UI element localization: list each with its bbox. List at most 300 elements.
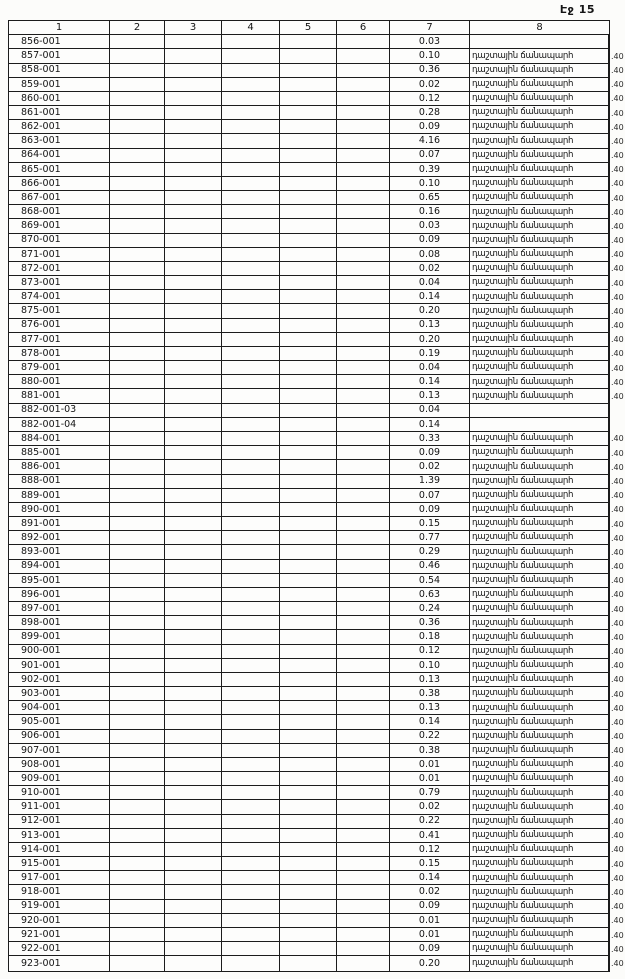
- edge-fragment: .40: [611, 902, 624, 912]
- cell-empty-2: [110, 290, 165, 304]
- cell-empty-6: [337, 602, 390, 616]
- cell-land-use: դաշտային ճանապարհ: [470, 560, 609, 574]
- cell-empty-6: [337, 78, 390, 92]
- cell-land-use: դաշտային ճանապարհ: [470, 149, 609, 163]
- cell-land-use: դաշտային ճանապարհ: [470, 163, 609, 177]
- edge-fragment: .40: [611, 250, 624, 260]
- cell-area-value: 0.02: [390, 460, 470, 474]
- table-row: [9, 517, 624, 531]
- edge-fragment: .40: [611, 661, 624, 671]
- table-row: [9, 446, 624, 460]
- cell-land-use: դաշտային ճանապարհ: [470, 134, 609, 148]
- cell-parcel-id: 921-001: [9, 928, 110, 942]
- cell-empty-3: [165, 177, 222, 191]
- cell-area-value: 0.36: [390, 64, 470, 78]
- cell-empty-2: [110, 800, 165, 814]
- table-row: [9, 914, 624, 928]
- cell-empty-2: [110, 248, 165, 262]
- cell-empty-3: [165, 701, 222, 715]
- cell-parcel-id: 877-001: [9, 333, 110, 347]
- cell-empty-2: [110, 92, 165, 106]
- edge-fragment: .40: [611, 859, 624, 869]
- table-row: [9, 928, 624, 942]
- cell-land-use: դաշտային ճանապարհ: [470, 900, 609, 914]
- table-row: [9, 404, 609, 418]
- cell-empty-4: [222, 262, 280, 276]
- cell-empty-5: [280, 786, 337, 800]
- cell-empty-6: [337, 503, 390, 517]
- cell-empty-2: [110, 914, 165, 928]
- table-row: [9, 857, 624, 871]
- cell-parcel-id: 880-001: [9, 375, 110, 389]
- edge-fragment: .40: [611, 647, 624, 657]
- table-row: [9, 645, 624, 659]
- cell-parcel-id: 894-001: [9, 560, 110, 574]
- edge-fragment: .40: [611, 448, 624, 458]
- cell-land-use: դաշտային ճանապարհ: [470, 730, 609, 744]
- cell-parcel-id: 885-001: [9, 446, 110, 460]
- cell-area-value: 0.13: [390, 389, 470, 403]
- cell-empty-2: [110, 134, 165, 148]
- cell-land-use: դաշտային ճանապարհ: [470, 673, 609, 687]
- cell-empty-5: [280, 942, 337, 956]
- cell-empty-3: [165, 772, 222, 786]
- cell-empty-4: [222, 290, 280, 304]
- cell-empty-5: [280, 928, 337, 942]
- cell-empty-5: [280, 134, 337, 148]
- cell-empty-2: [110, 616, 165, 630]
- cell-empty-3: [165, 673, 222, 687]
- cell-empty-6: [337, 219, 390, 233]
- table-header-row: [9, 21, 609, 35]
- cell-empty-6: [337, 205, 390, 219]
- table-row: [9, 290, 624, 304]
- cell-area-value: 0.04: [390, 361, 470, 375]
- edge-fragment: .40: [611, 136, 624, 146]
- cell-empty-6: [337, 772, 390, 786]
- cell-area-value: 0.02: [390, 78, 470, 92]
- cell-empty-2: [110, 503, 165, 517]
- cell-empty-6: [337, 276, 390, 290]
- table-row: [9, 120, 624, 134]
- table-row: [9, 545, 624, 559]
- cell-empty-4: [222, 829, 280, 843]
- edge-fragment: .40: [611, 236, 624, 246]
- cell-empty-6: [337, 134, 390, 148]
- cell-empty-3: [165, 389, 222, 403]
- cell-empty-6: [337, 149, 390, 163]
- cell-empty-2: [110, 687, 165, 701]
- cell-empty-3: [165, 191, 222, 205]
- edge-fragment: .40: [611, 732, 624, 742]
- cell-empty-4: [222, 772, 280, 786]
- cell-empty-5: [280, 956, 337, 970]
- cell-parcel-id: 867-001: [9, 191, 110, 205]
- cell-parcel-id: 892-001: [9, 531, 110, 545]
- table-row: [9, 262, 624, 276]
- cell-area-value: 0.02: [390, 800, 470, 814]
- table-row: [9, 205, 624, 219]
- cell-area-value: 0.77: [390, 531, 470, 545]
- cell-empty-2: [110, 942, 165, 956]
- cell-empty-6: [337, 574, 390, 588]
- cell-parcel-id: 881-001: [9, 389, 110, 403]
- table-row: [9, 248, 624, 262]
- cell-land-use: դաշտային ճանապարհ: [470, 432, 609, 446]
- edge-fragment: .40: [611, 80, 624, 90]
- cell-parcel-id: 884-001: [9, 432, 110, 446]
- edge-fragment: .40: [611, 335, 624, 345]
- edge-fragment: .40: [611, 349, 624, 359]
- cell-empty-2: [110, 347, 165, 361]
- edge-fragment: .40: [611, 873, 624, 883]
- table-row: [9, 134, 624, 148]
- cell-empty-2: [110, 574, 165, 588]
- cell-area-value: 0.14: [390, 418, 470, 432]
- cell-empty-6: [337, 701, 390, 715]
- table-row: [9, 333, 624, 347]
- cell-land-use: դաշտային ճանապարհ: [470, 234, 609, 248]
- cell-empty-2: [110, 786, 165, 800]
- cell-empty-5: [280, 715, 337, 729]
- cell-land-use: [470, 35, 609, 49]
- edge-fragment: .40: [611, 632, 624, 642]
- cell-empty-2: [110, 843, 165, 857]
- header-col-5: 5: [280, 21, 337, 35]
- table-row: [9, 786, 624, 800]
- cell-land-use: դաշտային ճանապարհ: [470, 588, 609, 602]
- cell-empty-2: [110, 871, 165, 885]
- cell-empty-2: [110, 389, 165, 403]
- cell-empty-5: [280, 404, 337, 418]
- table-row: [9, 701, 624, 715]
- cell-empty-6: [337, 120, 390, 134]
- edge-fragment: .40: [611, 774, 624, 784]
- cell-area-value: 0.03: [390, 35, 470, 49]
- cell-empty-3: [165, 319, 222, 333]
- cell-land-use: դաշտային ճանապարհ: [470, 659, 609, 673]
- cell-area-value: 0.01: [390, 758, 470, 772]
- cell-empty-3: [165, 744, 222, 758]
- cell-empty-6: [337, 829, 390, 843]
- cell-empty-5: [280, 205, 337, 219]
- cell-empty-3: [165, 843, 222, 857]
- cell-empty-4: [222, 857, 280, 871]
- cell-empty-3: [165, 92, 222, 106]
- cell-empty-4: [222, 673, 280, 687]
- cell-empty-5: [280, 673, 337, 687]
- cell-area-value: 0.22: [390, 730, 470, 744]
- cell-empty-5: [280, 49, 337, 63]
- cell-parcel-id: 920-001: [9, 914, 110, 928]
- cell-empty-2: [110, 645, 165, 659]
- cell-empty-5: [280, 475, 337, 489]
- cell-land-use: դաշտային ճանապարհ: [470, 715, 609, 729]
- cell-empty-2: [110, 191, 165, 205]
- cell-empty-4: [222, 319, 280, 333]
- table-row: [9, 616, 624, 630]
- cell-empty-4: [222, 588, 280, 602]
- cell-land-use: դաշտային ճանապարհ: [470, 616, 609, 630]
- cell-empty-5: [280, 701, 337, 715]
- cell-land-use: դաշտային ճանապարհ: [470, 574, 609, 588]
- cell-area-value: 0.09: [390, 942, 470, 956]
- table-row: [9, 460, 624, 474]
- cell-empty-5: [280, 389, 337, 403]
- cell-area-value: 0.14: [390, 871, 470, 885]
- cell-empty-3: [165, 35, 222, 49]
- cell-area-value: 0.02: [390, 885, 470, 899]
- cell-empty-5: [280, 517, 337, 531]
- cell-area-value: 0.14: [390, 375, 470, 389]
- cell-empty-6: [337, 319, 390, 333]
- cell-land-use: դաշտային ճանապարհ: [470, 120, 609, 134]
- table-row: [9, 531, 624, 545]
- cell-area-value: 0.14: [390, 290, 470, 304]
- cell-empty-2: [110, 432, 165, 446]
- table-row: [9, 942, 624, 956]
- cell-empty-2: [110, 560, 165, 574]
- cell-empty-4: [222, 446, 280, 460]
- page-number-label: Էջ 15: [559, 3, 595, 16]
- table-row: [9, 64, 624, 78]
- cell-empty-6: [337, 871, 390, 885]
- cell-parcel-id: 864-001: [9, 149, 110, 163]
- cell-empty-2: [110, 319, 165, 333]
- table-row: [9, 361, 624, 375]
- cell-empty-3: [165, 304, 222, 318]
- table-row: [9, 758, 624, 772]
- cell-empty-6: [337, 885, 390, 899]
- cell-empty-2: [110, 857, 165, 871]
- cell-empty-3: [165, 630, 222, 644]
- cell-empty-2: [110, 772, 165, 786]
- cell-empty-3: [165, 219, 222, 233]
- cell-empty-3: [165, 602, 222, 616]
- cell-empty-2: [110, 730, 165, 744]
- edge-fragment: .40: [611, 887, 624, 897]
- cell-empty-6: [337, 191, 390, 205]
- cell-empty-4: [222, 234, 280, 248]
- cell-empty-6: [337, 489, 390, 503]
- edge-fragment: .40: [611, 675, 624, 685]
- cell-parcel-id: 893-001: [9, 545, 110, 559]
- cell-area-value: 0.19: [390, 347, 470, 361]
- cell-empty-2: [110, 120, 165, 134]
- cell-empty-3: [165, 361, 222, 375]
- cell-empty-4: [222, 149, 280, 163]
- cell-empty-2: [110, 758, 165, 772]
- cell-empty-4: [222, 843, 280, 857]
- cell-empty-5: [280, 489, 337, 503]
- cell-land-use: դաշտային ճանապարհ: [470, 290, 609, 304]
- cell-empty-4: [222, 347, 280, 361]
- cell-empty-2: [110, 418, 165, 432]
- cell-empty-6: [337, 616, 390, 630]
- cell-empty-2: [110, 928, 165, 942]
- cell-empty-6: [337, 262, 390, 276]
- cell-empty-3: [165, 333, 222, 347]
- cell-empty-2: [110, 673, 165, 687]
- cell-empty-5: [280, 191, 337, 205]
- cell-land-use: դաշտային ճանապարհ: [470, 843, 609, 857]
- cell-empty-6: [337, 730, 390, 744]
- cell-area-value: 0.13: [390, 673, 470, 687]
- edge-fragment: .40: [611, 108, 624, 118]
- cell-empty-4: [222, 730, 280, 744]
- cell-empty-3: [165, 715, 222, 729]
- cell-empty-6: [337, 304, 390, 318]
- cell-area-value: 0.39: [390, 163, 470, 177]
- cell-empty-5: [280, 163, 337, 177]
- cell-parcel-id: 912-001: [9, 815, 110, 829]
- edge-fragment: .40: [611, 618, 624, 628]
- cell-empty-5: [280, 800, 337, 814]
- cell-empty-6: [337, 560, 390, 574]
- table-row: [9, 389, 624, 403]
- cell-empty-6: [337, 758, 390, 772]
- edge-fragment: .40: [611, 264, 624, 274]
- table-body: [9, 35, 624, 970]
- cell-empty-2: [110, 49, 165, 63]
- cell-area-value: 0.24: [390, 602, 470, 616]
- cell-parcel-id: 862-001: [9, 120, 110, 134]
- cell-empty-2: [110, 460, 165, 474]
- cell-empty-2: [110, 361, 165, 375]
- cell-empty-6: [337, 475, 390, 489]
- edge-fragment: .40: [611, 533, 624, 543]
- edge-fragment: .40: [611, 562, 624, 572]
- cell-land-use: դաշտային ճանապարհ: [470, 800, 609, 814]
- cell-empty-3: [165, 786, 222, 800]
- cell-empty-4: [222, 404, 280, 418]
- cell-empty-3: [165, 163, 222, 177]
- cell-empty-4: [222, 503, 280, 517]
- cell-empty-6: [337, 687, 390, 701]
- cell-empty-6: [337, 248, 390, 262]
- cell-land-use: դաշտային ճանապարհ: [470, 772, 609, 786]
- table-row: [9, 744, 624, 758]
- cell-empty-3: [165, 914, 222, 928]
- table-row: [9, 772, 624, 786]
- edge-fragment: .40: [611, 278, 624, 288]
- cell-empty-6: [337, 432, 390, 446]
- cell-land-use: [470, 404, 609, 418]
- cell-land-use: դաշտային ճանապարհ: [470, 503, 609, 517]
- cell-empty-3: [165, 857, 222, 871]
- cell-empty-3: [165, 942, 222, 956]
- cell-land-use: դաշտային ճանապարհ: [470, 446, 609, 460]
- table-row: [9, 659, 624, 673]
- cell-land-use: դաշտային ճանապարհ: [470, 460, 609, 474]
- cell-empty-6: [337, 290, 390, 304]
- cell-empty-3: [165, 574, 222, 588]
- cell-empty-5: [280, 120, 337, 134]
- cell-empty-4: [222, 304, 280, 318]
- cell-land-use: դաշտային ճանապարհ: [470, 219, 609, 233]
- edge-fragment: .40: [611, 576, 624, 586]
- cell-empty-4: [222, 687, 280, 701]
- cell-parcel-id: 900-001: [9, 645, 110, 659]
- cell-empty-5: [280, 687, 337, 701]
- cell-land-use: դաշտային ճանապարհ: [470, 78, 609, 92]
- cell-empty-5: [280, 347, 337, 361]
- cell-empty-3: [165, 531, 222, 545]
- edge-fragment: .40: [611, 391, 624, 401]
- cell-empty-6: [337, 347, 390, 361]
- cell-empty-3: [165, 928, 222, 942]
- cell-empty-4: [222, 177, 280, 191]
- cell-empty-2: [110, 659, 165, 673]
- cell-parcel-id: 875-001: [9, 304, 110, 318]
- cell-empty-4: [222, 276, 280, 290]
- cell-empty-4: [222, 758, 280, 772]
- cell-land-use: դաշտային ճանապարհ: [470, 815, 609, 829]
- cell-empty-2: [110, 219, 165, 233]
- cell-area-value: 0.20: [390, 304, 470, 318]
- cell-empty-5: [280, 106, 337, 120]
- edge-fragment: .40: [611, 491, 624, 501]
- cell-empty-4: [222, 871, 280, 885]
- edge-fragment: .40: [611, 760, 624, 770]
- cell-empty-3: [165, 517, 222, 531]
- cell-empty-2: [110, 815, 165, 829]
- cell-parcel-id: 865-001: [9, 163, 110, 177]
- cell-empty-4: [222, 928, 280, 942]
- edge-fragment: .40: [611, 944, 624, 954]
- cell-land-use: դաշտային ճանապարհ: [470, 333, 609, 347]
- cell-empty-4: [222, 602, 280, 616]
- edge-fragment: .40: [611, 306, 624, 316]
- cell-empty-3: [165, 730, 222, 744]
- table-row: [9, 560, 624, 574]
- cell-empty-3: [165, 106, 222, 120]
- cell-empty-5: [280, 219, 337, 233]
- cell-parcel-id: 909-001: [9, 772, 110, 786]
- cell-area-value: 0.41: [390, 829, 470, 843]
- table-row: [9, 588, 624, 602]
- cell-parcel-id: 907-001: [9, 744, 110, 758]
- table-row: [9, 602, 624, 616]
- cell-area-value: 0.38: [390, 687, 470, 701]
- cell-empty-3: [165, 885, 222, 899]
- cell-land-use: դաշտային ճանապարհ: [470, 857, 609, 871]
- cell-empty-5: [280, 885, 337, 899]
- cell-parcel-id: 888-001: [9, 475, 110, 489]
- cell-parcel-id: 899-001: [9, 630, 110, 644]
- cell-empty-4: [222, 475, 280, 489]
- cell-empty-2: [110, 262, 165, 276]
- cell-land-use: դաշտային ճանապարհ: [470, 347, 609, 361]
- cell-empty-2: [110, 333, 165, 347]
- cell-parcel-id: 910-001: [9, 786, 110, 800]
- header-col-7: 7: [390, 21, 470, 35]
- table-row: [9, 503, 624, 517]
- table-row: [9, 432, 624, 446]
- cell-parcel-id: 923-001: [9, 956, 110, 970]
- cell-empty-2: [110, 885, 165, 899]
- cell-parcel-id: 903-001: [9, 687, 110, 701]
- cell-empty-5: [280, 149, 337, 163]
- cell-empty-3: [165, 460, 222, 474]
- cell-area-value: 0.02: [390, 262, 470, 276]
- cell-area-value: 0.12: [390, 92, 470, 106]
- cell-parcel-id: 911-001: [9, 800, 110, 814]
- cell-land-use: դաշտային ճանապարհ: [470, 205, 609, 219]
- cell-empty-4: [222, 49, 280, 63]
- cell-parcel-id: 863-001: [9, 134, 110, 148]
- cell-land-use: դաշտային ճանապարհ: [470, 475, 609, 489]
